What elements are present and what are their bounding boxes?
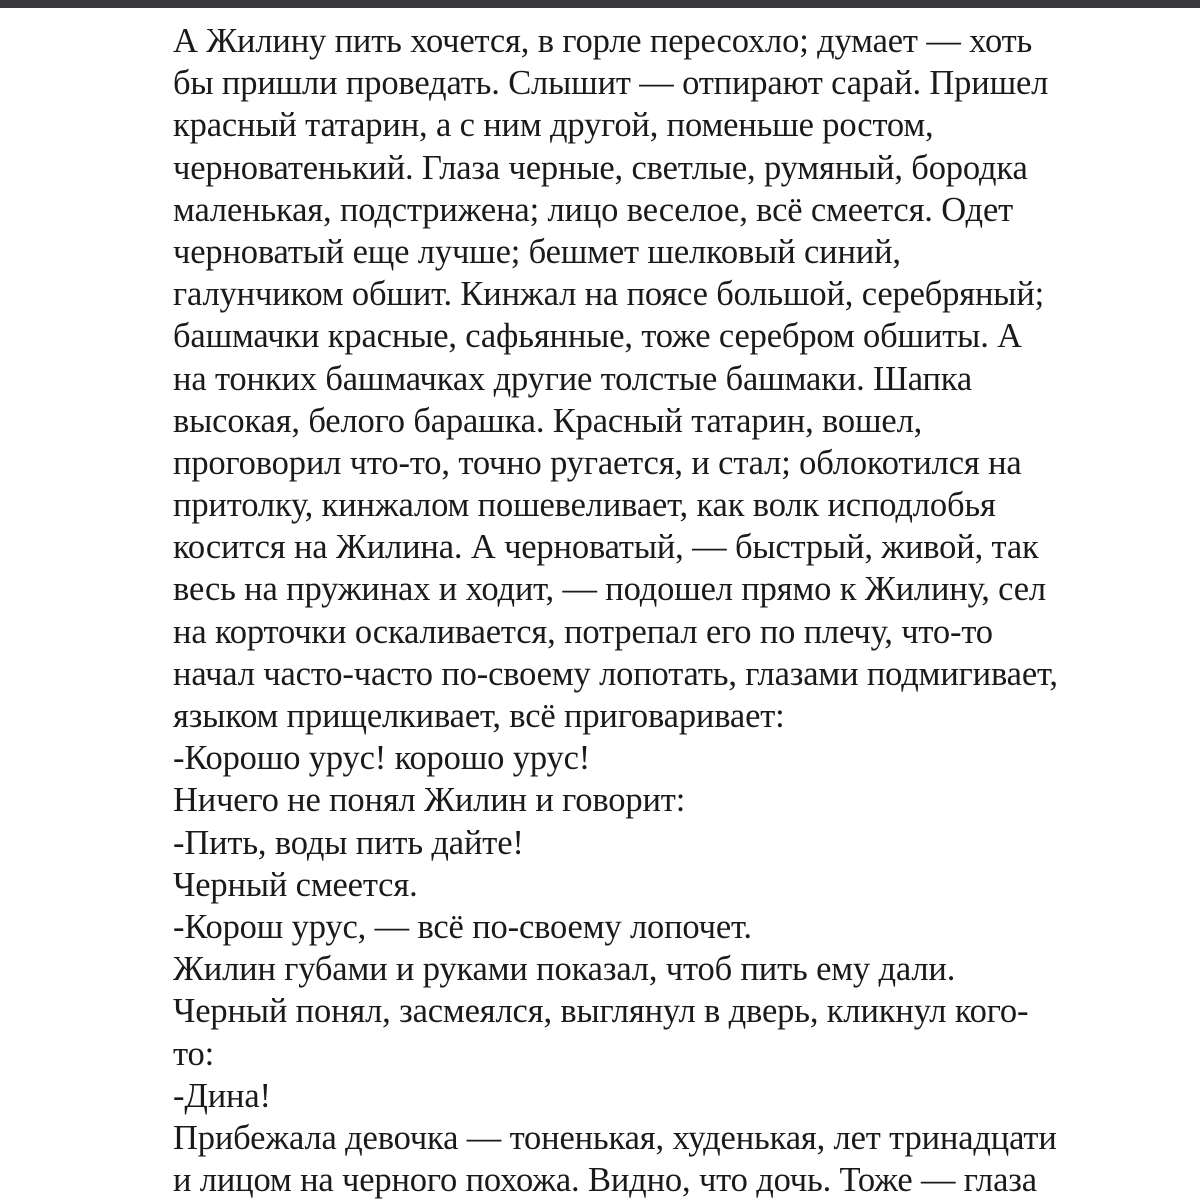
text-line: весь на пружинах и ходит, — подошел прямо к Жилину, сел bbox=[173, 570, 1046, 609]
text-line: бы пришли проведать. Слышит — отпирают сарай. Пришел bbox=[173, 64, 1049, 103]
text-line: маленькая, подстрижена; лицо веселое, всё смеется. Одет bbox=[173, 190, 1014, 229]
dialogue-line: -Корошо урус! корошо урус! bbox=[173, 739, 591, 778]
text-line: Черный понял, засмеялся, выглянул в дверь, кликнул кого- bbox=[173, 992, 1029, 1031]
text-line: начал часто-часто по-своему лопотать, глазами подмигивает, bbox=[173, 654, 1058, 693]
text-line: косится на Жилина. А черноватый, — быстрый, живой, так bbox=[173, 528, 1039, 567]
document-page[interactable] bbox=[0, 8, 1200, 1200]
top-bar bbox=[0, 0, 1200, 8]
text-line: высокая, белого барашка. Красный татарин, вошел, bbox=[173, 401, 923, 440]
dialogue-line: -Пить, воды пить дайте! bbox=[173, 823, 524, 862]
dialogue-line: -Дина! bbox=[173, 1076, 271, 1115]
text-line: Жилин губами и руками показал, чтоб пить ему дали. bbox=[173, 950, 956, 989]
text-line: языком прищелкивает, всё приговаривает: bbox=[173, 697, 785, 735]
text-line: проговорил что-то, точно ругается, и стал; облокотился на bbox=[173, 443, 1022, 482]
text-line: притолку, кинжалом пошевеливает, как волк исподлобья bbox=[173, 486, 996, 525]
dialogue-line: -Корош урус, — всё по-своему лопочет. bbox=[173, 907, 752, 946]
text-line: А Жилину пить хочется, в горле пересохло; думает — хоть bbox=[173, 22, 1033, 60]
text-line: черноватенький. Глаза черные, светлые, румяный, бородка bbox=[173, 148, 1028, 187]
text-line: башмачки красные, сафьянные, тоже серебром обшиты. А bbox=[173, 317, 1022, 356]
text-line: на тонких башмачках другие толстые башмаки. Шапка bbox=[173, 359, 973, 398]
text-line: то: bbox=[173, 1034, 215, 1073]
text-line: красный татарин, а с ним другой, поменьше ростом, bbox=[173, 106, 934, 145]
text-line: галунчиком обшит. Кинжал на поясе большой, серебряный; bbox=[173, 275, 1045, 314]
text-line: и лицом на черного похожа. Видно, что дочь. Тоже — глаза bbox=[173, 1161, 1037, 1200]
text-line: на корточки оскаливается, потрепал его по плечу, что-то bbox=[173, 612, 993, 651]
text-line: Черный смеется. bbox=[173, 865, 418, 904]
text-column bbox=[173, 20, 1133, 1200]
text-line: Ничего не понял Жилин и говорит: bbox=[173, 781, 686, 820]
text-line: Прибежала девочка — тоненькая, худенькая, лет тринадцати bbox=[173, 1118, 1057, 1157]
text-line: черноватый еще лучше; бешмет шелковый синий, bbox=[173, 232, 901, 271]
